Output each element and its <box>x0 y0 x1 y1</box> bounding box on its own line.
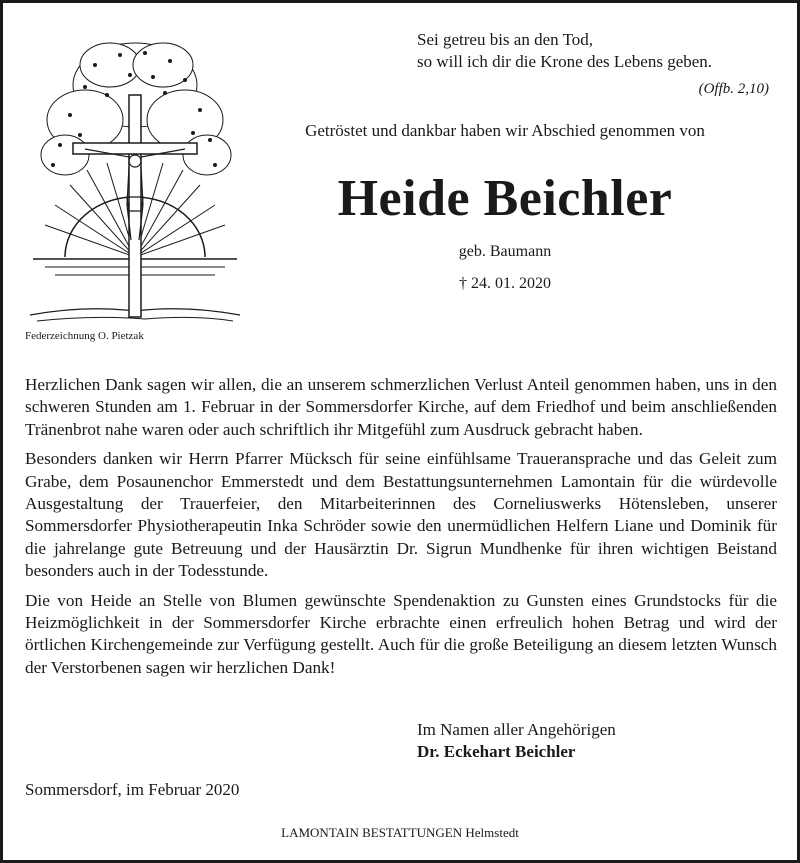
signature-block <box>417 719 777 763</box>
intro-line: Getröstet und dankbar haben wir Abschied genommen von <box>305 121 705 140</box>
illustration-caption: Federzeichnung O. Pietzak <box>25 330 144 342</box>
verse-line-1: Sei getreu bis an den Tod, <box>417 30 594 49</box>
deceased-name: Heide Beichler <box>337 170 673 227</box>
thank-you-text <box>25 374 777 686</box>
signature-name: Dr. Eckehart Beichler <box>417 742 576 761</box>
funeral-home-footer: LAMONTAIN BESTATTUNGEN Helmstedt <box>281 825 519 840</box>
paragraph: Herzlichen Dank sagen wir allen, die an unserem schmerzlichen Verlust Anteil genommen haben, uns in den schweren Stunden am 1. Februar in der Sommersdorfer Kirche, auf dem Friedhof und beim anschließenden Tränenbrot nahe waren oder auch schriftlich ihr Mitgefühl zum Ausdruck gebracht haben. <box>25 375 777 439</box>
signature-line: Im Namen aller Angehörigen <box>417 720 616 739</box>
paragraph: Die von Heide an Stelle von Blumen gewünschte Spendenaktion zu Gunsten eines Grundstocks für die Heizmöglichkeit in der Sommersdorfer Kirche erbrachte einen erfreulich hohen Betrag und wird der örtlichen Kirchengemeinde zur Verfügung gestellt. Auch für die große Beteiligung an diesem letzten Wunsch der Verstorbenen sagen wir herzlichen Dank! <box>25 590 777 677</box>
verse-line-2: so will ich dir die Krone des Lebens geben. <box>417 52 713 71</box>
verse-reference: (Offb. 2,10) <box>698 81 769 97</box>
birth-name: geb. Baumann <box>458 243 552 260</box>
paragraph: Besonders danken wir Herrn Pfarrer Mücksch für seine einfühlsame Traueransprache und das Geleit zum Grabe, dem Posaunenchor Emmerstedt und dem Bestattungsunternehmen Lamontain für die würdevolle Ausgestaltung der Trauerfeier, den Mitarbeiterinnen des Corneliuswerks Hötensleben, unserer Sommersdorfer Physiotherapeutin Inka Schröder sowie den unermüdlichen Helfern Liane und Dominik für die jahrelange gute Betreuung und der Hausärztin Dr. Sigrun Mundhenke für ihren wichtigen Beistand besonders auch in der Todesstunde. <box>25 449 777 581</box>
place-date: Sommersdorf, im Februar 2020 <box>25 780 240 799</box>
bible-verse <box>417 29 777 73</box>
cross-tree-icon <box>25 25 245 325</box>
death-date: † 24. 01. 2020 <box>459 275 551 292</box>
